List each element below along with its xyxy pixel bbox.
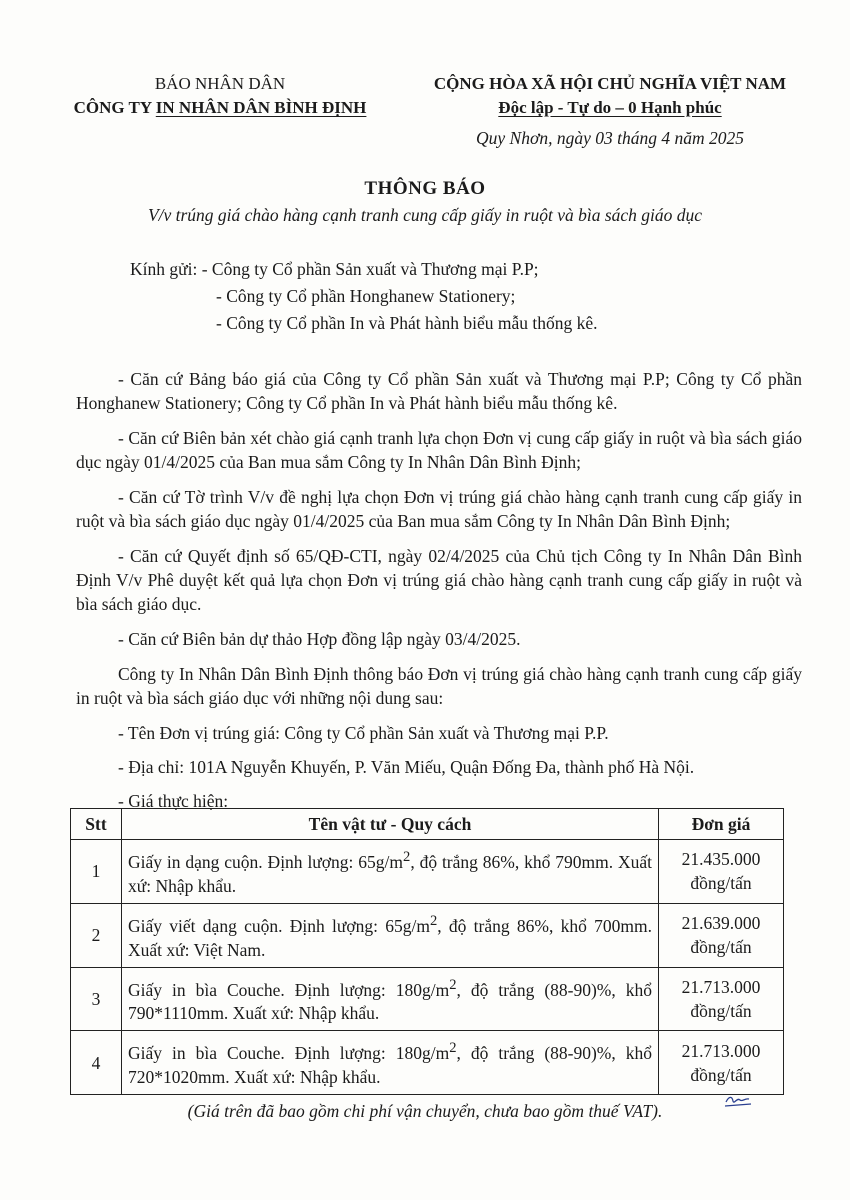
price-amount: 21.435.000 <box>681 849 761 870</box>
recipients-block <box>130 256 598 337</box>
document-body <box>76 367 802 823</box>
header-item: Tên vật tư - Quy cách <box>122 809 659 840</box>
table-row <box>71 967 784 1031</box>
price-unit: đồng/tấn <box>690 937 752 958</box>
recipient-item: - Công ty Cổ phần In và Phát hành biểu mẫu thống kê. <box>216 313 598 333</box>
national-header <box>410 72 810 120</box>
ground-paragraph: - Căn cứ Biên bản xét chào giá cạnh tranh lựa chọn Đơn vị cung cấp giấy in ruột và bìa sách giáo dục ngày 01/4/2025 của Ban mua sắm Công ty In Nhân Dân Bình Định; <box>76 428 802 472</box>
superscript: 2 <box>449 1040 457 1057</box>
desc-part: Giấy in bìa Couche. Định lượng: 180g/m <box>128 1043 450 1064</box>
ground-paragraph: - Căn cứ Tờ trình V/v đề nghị lựa chọn Đơn vị trúng giá chào hàng cạnh tranh cung cấp giấy in ruột và bìa sách giáo dục ngày 01/4/2025 của Ban mua sắm Công ty In Nhân Dân Bình Định; <box>76 487 802 531</box>
issuer-org-prefix: CÔNG TY <box>73 98 156 117</box>
recipient-row <box>130 283 598 310</box>
handwritten-initial <box>723 1092 753 1110</box>
date-line: Quy Nhơn, ngày 03 tháng 4 năm 2025 <box>476 128 744 148</box>
issuer-org <box>50 96 390 120</box>
desc-part: , độ trắng 86%, khổ 790mm. Xuất xứ: Nhập khẩu. <box>128 851 652 896</box>
header-stt: Stt <box>71 809 122 840</box>
price-note: (Giá trên đã bao gồm chi phí vận chuyển, chưa bao gồm thuế VAT). <box>187 1101 663 1121</box>
document-title: THÔNG BÁO <box>364 178 486 199</box>
row-description <box>122 903 659 967</box>
row-price <box>659 840 784 904</box>
row-description <box>122 840 659 904</box>
parent-org: BÁO NHÂN DÂN <box>154 74 286 93</box>
issuer-org-name: IN NHÂN DÂN BÌNH ĐỊNH <box>155 98 367 117</box>
recipient-row <box>130 256 598 283</box>
table-header-row <box>71 809 784 840</box>
document-subject: V/v trúng giá chào hàng cạnh tranh cung cấp giấy in ruột và bìa sách giáo dục <box>147 205 703 225</box>
price-unit: đồng/tấn <box>690 1001 752 1022</box>
announcement-paragraph: Công ty In Nhân Dân Bình Định thông báo Đơn vị trúng giá chào hàng cạnh tranh cung cấp giấy in ruột và bìa sách giáo dục với những nội dung sau: <box>76 664 802 708</box>
row-description <box>122 1031 659 1095</box>
price-unit: đồng/tấn <box>690 1064 752 1085</box>
desc-part: , độ trắng 86%, khổ 700mm. Xuất xứ: Việt Nam. <box>128 915 652 960</box>
winner-line: - Tên Đơn vị trúng giá: Công ty Cổ phần Sản xuất và Thương mại P.P. <box>118 723 609 743</box>
address-line: - Địa chỉ: 101A Nguyễn Khuyến, P. Văn Miếu, Quận Đống Đa, thành phố Hà Nội. <box>118 757 695 777</box>
superscript: 2 <box>403 849 411 865</box>
national-motto: Độc lập - Tự do – 0 Hạnh phúc <box>498 98 722 117</box>
recipient-item: - Công ty Cổ phần Honghanew Stationery; <box>216 286 516 306</box>
desc-part: Giấy in dạng cuộn. Định lượng: 65g/m <box>128 851 404 872</box>
nation-title: CỘNG HÒA XÃ HỘI CHỦ NGHĨA VIỆT NAM <box>433 74 787 93</box>
row-stt: 2 <box>71 903 122 967</box>
price-amount: 21.639.000 <box>681 913 761 934</box>
ground-paragraph: - Căn cứ Bảng báo giá của Công ty Cổ phần Sản xuất và Thương mại P.P; Công ty Cổ phần Honghanew Stationery; Công ty Cổ phần In và Phát hành biểu mẫu thống kê. <box>76 369 802 413</box>
desc-part: , độ trắng (88-90)%, khổ 720*1020mm. Xuất xứ: Nhập khẩu. <box>128 1043 652 1088</box>
recipients-label: Kính gửi: <box>130 259 198 279</box>
table-row <box>71 1031 784 1095</box>
superscript: 2 <box>449 976 457 993</box>
price-table <box>70 808 784 1095</box>
row-stt: 4 <box>71 1031 122 1095</box>
desc-part: Giấy in bìa Couche. Định lượng: 180g/m <box>128 979 450 1000</box>
header-price: Đơn giá <box>659 809 784 840</box>
row-stt: 3 <box>71 967 122 1031</box>
row-price <box>659 967 784 1031</box>
desc-part: , độ trắng (88-90)%, khổ 790*1110mm. Xuất xứ: Nhập khẩu. <box>128 979 652 1024</box>
table-row <box>71 903 784 967</box>
price-amount: 21.713.000 <box>681 1040 761 1061</box>
price-unit: đồng/tấn <box>690 873 752 894</box>
ground-paragraph: - Căn cứ Biên bản dự thảo Hợp đồng lập ngày 03/4/2025. <box>118 629 521 649</box>
desc-part: Giấy viết dạng cuộn. Định lượng: 65g/m <box>128 915 430 936</box>
recipient-row <box>130 310 598 337</box>
superscript: 2 <box>429 912 438 929</box>
row-price <box>659 1031 784 1095</box>
price-amount: 21.713.000 <box>681 977 761 998</box>
row-stt: 1 <box>71 840 122 904</box>
price-label: - Giá thực hiện: <box>118 791 229 811</box>
row-description <box>122 967 659 1031</box>
table-row <box>71 840 784 904</box>
issuer-header <box>50 72 390 120</box>
row-price <box>659 903 784 967</box>
ground-paragraph: - Căn cứ Quyết định số 65/QĐ-CTI, ngày 02/4/2025 của Chủ tịch Công ty In Nhân Dân Bình Định V/v Phê duyệt kết quả lựa chọn Đơn vị trúng giá chào hàng cạnh tranh cung cấp giấy in ruột và bìa sách giáo dục. <box>76 546 802 614</box>
recipient-item: - Công ty Cổ phần Sản xuất và Thương mại P.P; <box>201 259 539 279</box>
